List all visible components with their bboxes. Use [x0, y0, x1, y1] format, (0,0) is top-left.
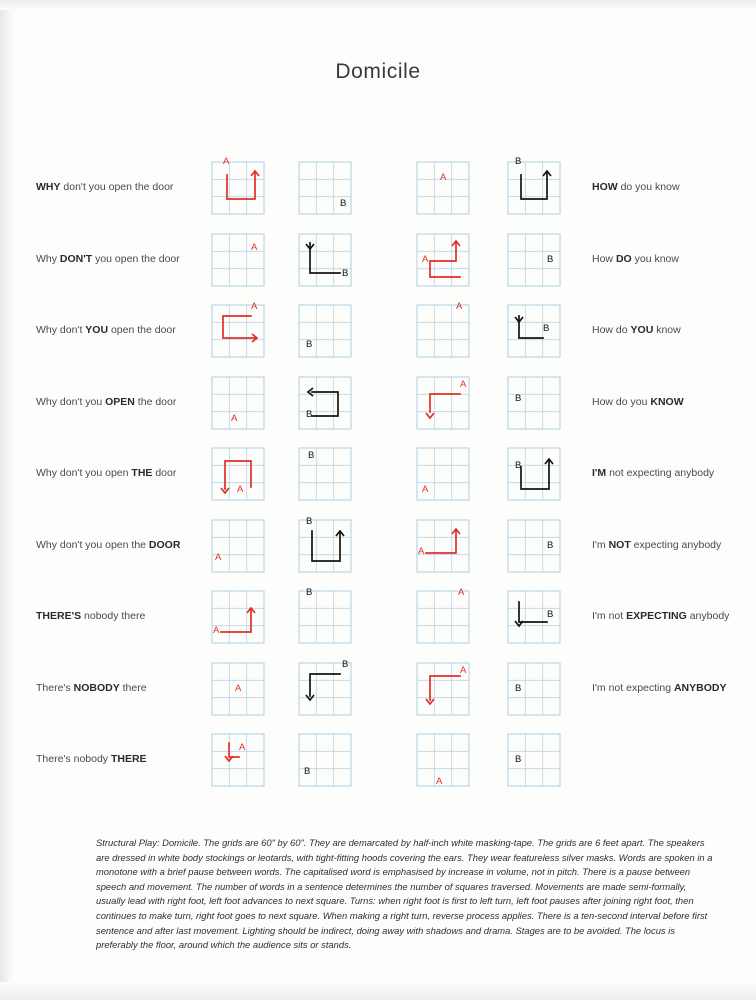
- movement-grid: [507, 304, 561, 358]
- start-marker: A: [251, 241, 258, 253]
- movement-grid: [211, 156, 265, 215]
- end-marker: B: [306, 339, 313, 350]
- movement-grid: [211, 590, 265, 644]
- diagram-row: [0, 513, 756, 585]
- movement-path: [499, 439, 569, 509]
- movement-grid: [507, 662, 561, 716]
- movement-path: [290, 225, 360, 295]
- movement-grid: [416, 161, 470, 215]
- end-marker: B: [515, 392, 522, 404]
- movement-grid: [416, 376, 470, 430]
- start-marker: A: [235, 682, 242, 694]
- sentence-label-left: There's NOBODY there: [36, 681, 147, 694]
- movement-path: [290, 511, 360, 581]
- movement-grid: [298, 658, 352, 716]
- movement-path: [203, 439, 273, 509]
- movement-grid: [211, 447, 265, 501]
- movement-grid: [416, 301, 470, 358]
- sentence-label-left: Why DON'T you open the door: [36, 252, 180, 265]
- diagram-row: [0, 298, 756, 370]
- sentence-label-right: How DO you know: [592, 252, 679, 265]
- movement-grid: [507, 447, 561, 501]
- movement-grid: [416, 587, 470, 644]
- movement-path: [408, 368, 478, 438]
- movement-grid: [416, 233, 470, 287]
- sentence-label-left: WHY don't you open the door: [36, 181, 174, 193]
- diagram-row: [0, 441, 756, 513]
- diagram-row: [0, 155, 756, 227]
- movement-grid: [507, 519, 561, 573]
- end-marker: B: [515, 754, 522, 765]
- sentence-label-right: I'M not expecting anybody: [592, 467, 715, 479]
- start-marker: A: [213, 625, 220, 636]
- start-marker: A: [458, 587, 465, 598]
- end-marker: B: [515, 156, 522, 167]
- page-title: Domicile: [335, 60, 421, 83]
- sentence-label-right: HOW do you know: [592, 181, 680, 193]
- start-marker: A: [460, 664, 467, 676]
- movement-grid: [298, 515, 352, 573]
- movement-grid: [298, 304, 352, 358]
- movement-grid: [507, 156, 561, 215]
- diagram-grid-area: [0, 155, 756, 799]
- movement-path: [290, 654, 360, 724]
- start-marker: A: [436, 776, 443, 787]
- movement-path: [499, 582, 569, 652]
- start-marker: A: [215, 551, 222, 563]
- sentence-label-left: Why don't YOU open the door: [36, 324, 176, 336]
- movement-grid: [211, 233, 265, 287]
- end-marker: B: [515, 682, 522, 694]
- start-marker: A: [231, 412, 238, 424]
- sentence-label-left: There's nobody THERE: [36, 753, 147, 765]
- diagram-row: [0, 727, 756, 799]
- movement-path: [203, 296, 273, 366]
- sentence-label-right: I'm NOT expecting anybody: [592, 538, 722, 551]
- sentence-label-left: Why don't you OPEN the door: [36, 395, 177, 408]
- sentence-label-right: I'm not expecting ANYBODY: [592, 681, 727, 694]
- page-edge-top: [0, 0, 756, 10]
- movement-grid: [298, 376, 352, 430]
- movement-grid: [211, 301, 265, 358]
- end-marker: B: [547, 539, 554, 551]
- diagram-row: [0, 227, 756, 299]
- start-marker: A: [237, 484, 244, 495]
- diagram-row: [0, 370, 756, 442]
- page-edge-bottom: [0, 982, 756, 1000]
- end-marker: B: [515, 460, 522, 471]
- movement-grid: [298, 733, 352, 787]
- movement-grid: [416, 662, 470, 716]
- diagram-row: [0, 656, 756, 728]
- start-marker: A: [239, 742, 246, 753]
- movement-grid: [298, 161, 352, 215]
- sentence-label-right: How do YOU know: [592, 324, 681, 336]
- movement-grid: [507, 590, 561, 644]
- movement-path: [290, 368, 360, 438]
- movement-grid: [211, 733, 265, 787]
- movement-grid: [298, 587, 352, 644]
- footnote-text: Structural Play: Domicile. The grids are 60" by 60". They are demarcated by half-inch white masking-tape. The grids are 6 feet apart. The speakers are dressed in white body stockings or leotards, with tight-fitting hoods covering the ears. They wear featureless silver masks. Words are spoken in a monotone with a brief pause between words. The capitalised word is emphasised by increase in volume, not in pitch. There is a pause between speech and movement. The number of words in a sentence determines the number of squares traversed. Movements are made semi-formally, usually lead with right foot, left foot advances to next square. Turns: when right foot is first to left turn, left foot pauses after joining right foot, then continues to make turn, right foot goes to next square. When making a right turn, reverse process applies. There is a ten-second interval before first sentence and after last movement. Lighting should be indirect, doing away with shadows and drama. Stages are to be avoided. The locus is preferably the floor, around which the audience sits or stands.: [96, 837, 713, 951]
- movement-path: [203, 725, 273, 795]
- movement-path: [499, 296, 569, 366]
- movement-path: [408, 225, 478, 295]
- movement-path: [203, 153, 273, 223]
- end-marker: B: [306, 408, 313, 420]
- movement-grid: [507, 376, 561, 430]
- end-marker: B: [547, 253, 554, 265]
- movement-path: [203, 582, 273, 652]
- end-marker: B: [306, 587, 313, 598]
- start-marker: A: [418, 545, 425, 557]
- start-marker: A: [422, 484, 429, 495]
- end-marker: B: [308, 450, 315, 461]
- end-marker: B: [547, 609, 554, 620]
- movement-grid: [416, 519, 470, 573]
- sentence-label-right: How do you KNOW: [592, 395, 684, 408]
- end-marker: B: [304, 766, 311, 777]
- movement-path: [408, 654, 478, 724]
- movement-grid: [507, 733, 561, 787]
- start-marker: A: [440, 172, 447, 183]
- movement-grid: [211, 519, 265, 573]
- movement-grid: [211, 662, 265, 716]
- movement-path: [499, 153, 569, 223]
- end-marker: B: [342, 658, 349, 670]
- end-marker: B: [306, 515, 313, 527]
- sentence-label-left: Why don't you open the DOOR: [36, 538, 181, 551]
- movement-grid: [416, 733, 470, 787]
- start-marker: A: [223, 156, 230, 167]
- start-marker: A: [460, 378, 467, 390]
- sentence-label-left: THERE'S nobody there: [36, 610, 146, 622]
- sentence-label-right: I'm not EXPECTING anybody: [592, 610, 730, 622]
- movement-grid: [298, 233, 352, 287]
- sentence-label-left: Why don't you open THE door: [36, 467, 177, 479]
- start-marker: A: [422, 253, 429, 265]
- end-marker: B: [340, 198, 347, 209]
- start-marker: A: [251, 301, 258, 312]
- movement-grid: [416, 447, 470, 501]
- end-marker: B: [342, 267, 349, 279]
- end-marker: B: [543, 323, 550, 334]
- movement-grid: [211, 376, 265, 430]
- diagram-row: [0, 584, 756, 656]
- movement-grid: [298, 447, 352, 501]
- movement-grid: [507, 233, 561, 287]
- start-marker: A: [456, 301, 463, 312]
